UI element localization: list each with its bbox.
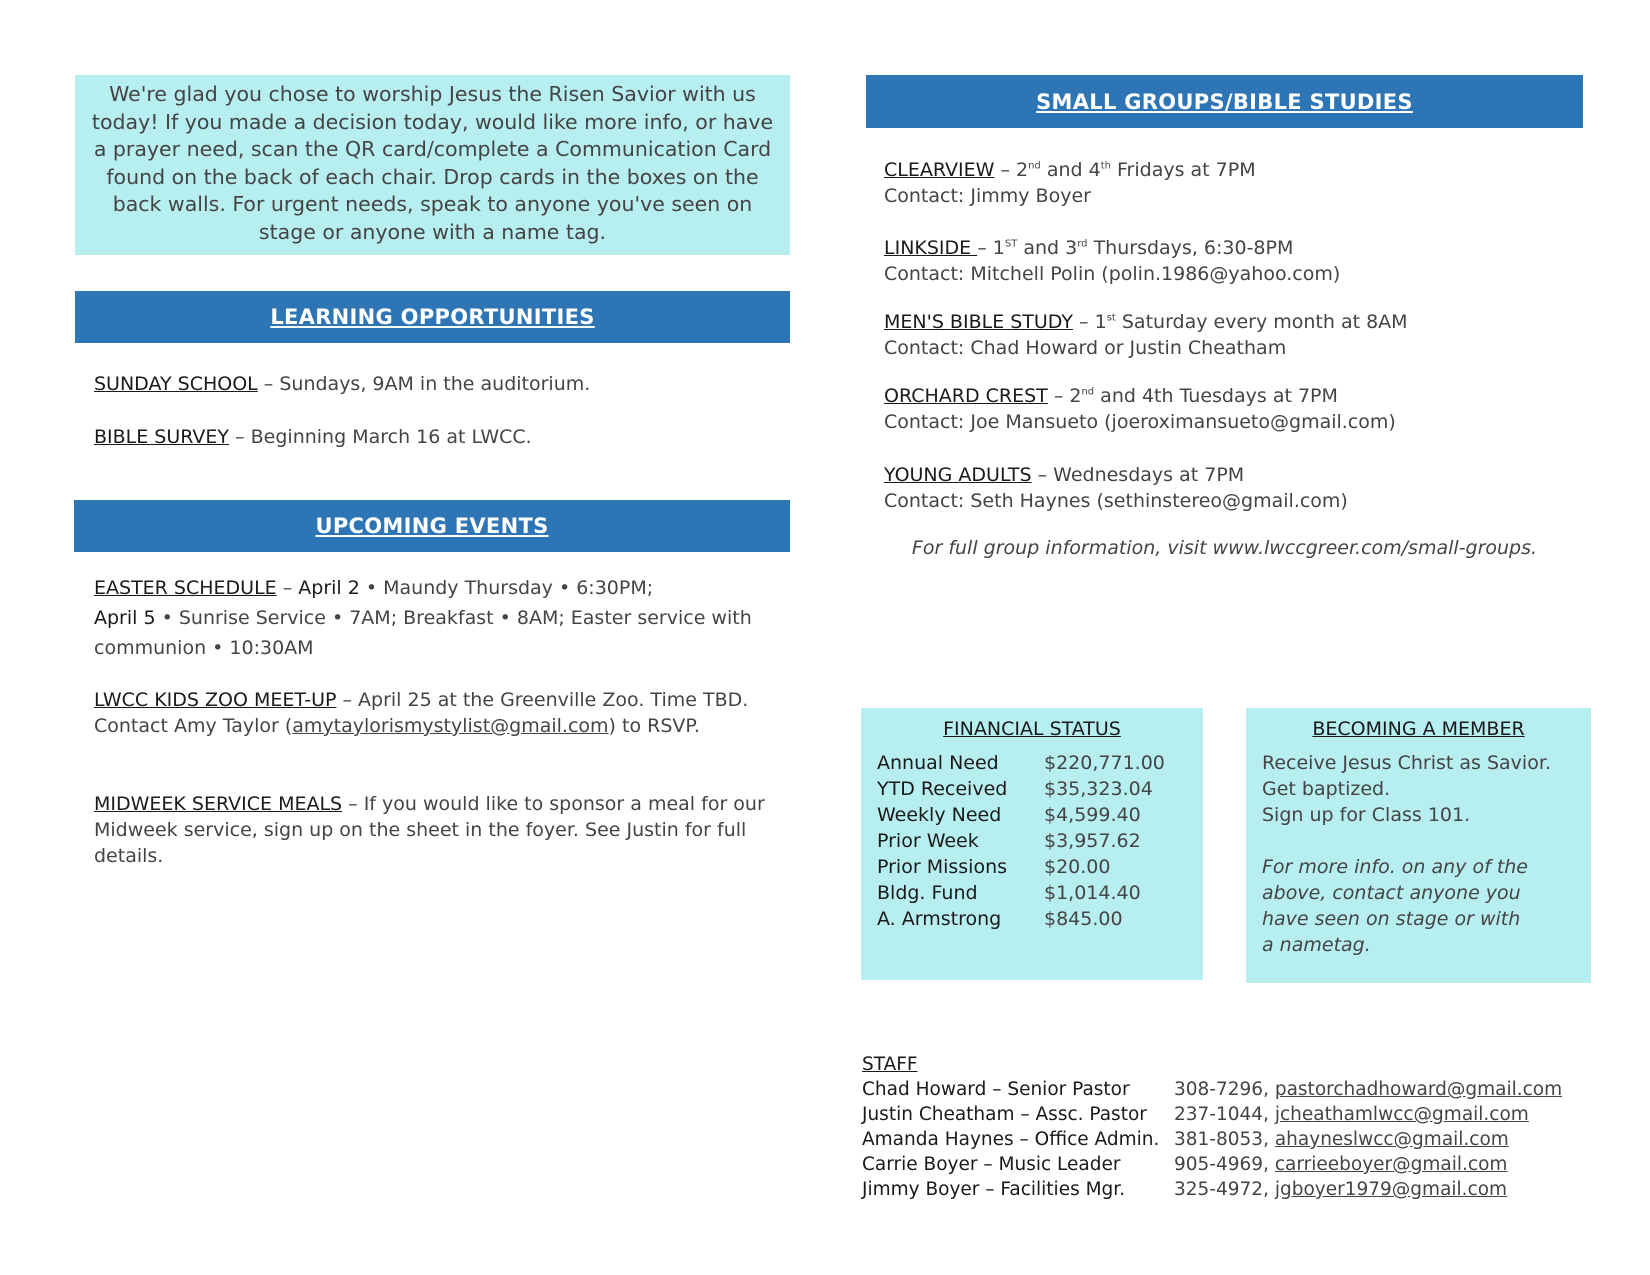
group-contact: Contact: Jimmy Boyer	[884, 185, 1091, 207]
staff-section	[862, 1052, 1592, 1202]
bible-survey-heading: BIBLE SURVEY	[94, 426, 230, 448]
easter-heading: EASTER SCHEDULE	[94, 577, 277, 599]
group-mens-bible-study	[884, 309, 1584, 361]
financial-label: Annual Need	[877, 752, 999, 774]
table-row	[862, 1152, 1592, 1177]
group-contact: Contact: Seth Haynes (sethinstereo@gmail.com)	[884, 490, 1348, 512]
welcome-box	[75, 75, 790, 255]
table-row	[862, 1127, 1592, 1152]
group-schedule: Thursdays, 6:30-8PM	[1087, 237, 1294, 259]
financial-value: $35,323.04	[1044, 778, 1153, 800]
group-schedule: – Wednesdays at 7PM	[1031, 464, 1245, 486]
financial-value: $3,957.62	[1044, 830, 1141, 852]
bible-survey-text: – Beginning March 16 at LWCC.	[229, 426, 532, 448]
meals-heading: MIDWEEK SERVICE MEALS	[94, 793, 343, 815]
ordinal-suffix: ST	[1004, 238, 1018, 250]
sunday-school-heading: SUNDAY SCHOOL	[94, 373, 258, 395]
learning-title: LEARNING OPPORTUNITIES	[270, 305, 595, 329]
events-title: UPCOMING EVENTS	[315, 514, 549, 538]
staff-email-link[interactable]: jgboyer1979@gmail.com	[1274, 1179, 1508, 1200]
ordinal-suffix: nd	[1028, 160, 1041, 172]
financial-label: A. Armstrong	[877, 908, 1002, 930]
easter-schedule	[94, 573, 754, 663]
table-row	[862, 1177, 1592, 1202]
financial-label: Weekly Need	[877, 804, 1002, 826]
member-step: Get baptized.	[1262, 778, 1391, 800]
list-item	[94, 371, 784, 397]
group-schedule: Saturday every month at 8AM	[1115, 311, 1408, 333]
group-contact: Contact: Mitchell Polin (polin.1986@yahoo.com)	[884, 263, 1341, 285]
easter-text-2: • Sunrise Service • 7AM; Breakfast • 8AM; Easter service with communion • 10:30AM	[94, 607, 752, 659]
welcome-text: We're glad you chose to worship Jesus the Risen Savior with us today! If you made a decision today, would like more info, or have a prayer need, scan the QR card/complete a Communication Card found on the back of each chair. Drop cards in the boxes on the back walls. For urgent needs, speak to anyone you've seen on stage or anyone with a name tag.	[91, 82, 774, 244]
staff-name: Carrie Boyer – Music Leader	[862, 1154, 1121, 1175]
group-schedule: Fridays at 7PM	[1110, 159, 1256, 181]
groups-banner	[866, 75, 1583, 128]
group-young-adults	[884, 462, 1584, 514]
groups-note: For full group information, visit www.lwccgreer.com/small-groups.	[911, 537, 1538, 559]
table-row	[862, 1077, 1592, 1102]
member-box	[1246, 708, 1591, 983]
financial-label: Prior Week	[877, 830, 979, 852]
group-schedule: and 4th Tuesdays at 7PM	[1094, 385, 1338, 407]
easter-text-1: • Maundy Thursday • 6:30PM;	[359, 577, 654, 599]
ordinal-suffix: nd	[1081, 386, 1095, 398]
list-item	[94, 424, 784, 450]
group-heading: CLEARVIEW	[884, 159, 995, 181]
staff-phone: 325-4972,	[1174, 1179, 1275, 1200]
group-linkside	[884, 235, 1584, 287]
group-contact: Contact: Chad Howard or Justin Cheatham	[884, 337, 1287, 359]
financial-value: $220,771.00	[1044, 752, 1165, 774]
group-contact: Contact: Joe Mansueto (joeroximansueto@gmail.com)	[884, 411, 1396, 433]
zoo-meetup	[94, 687, 754, 739]
ordinal-suffix: st	[1106, 312, 1116, 324]
staff-email-link[interactable]: ahayneslwcc@gmail.com	[1274, 1129, 1509, 1150]
group-heading: LINKSIDE	[884, 237, 978, 259]
easter-dash: –	[276, 577, 299, 599]
member-title: BECOMING A MEMBER	[1312, 718, 1525, 740]
table-row	[877, 828, 1203, 854]
zoo-text-2: ) to RSVP.	[608, 715, 700, 737]
staff-name: Justin Cheatham – Assc. Pastor	[862, 1104, 1147, 1125]
easter-date-2: April 5	[94, 607, 156, 629]
staff-name: Amanda Haynes – Office Admin.	[862, 1129, 1160, 1150]
table-row	[877, 802, 1203, 828]
staff-email-link[interactable]: carrieeboyer@gmail.com	[1274, 1154, 1508, 1175]
midweek-meals	[94, 791, 774, 869]
table-row	[877, 750, 1203, 776]
financial-value: $1,014.40	[1044, 882, 1141, 904]
group-heading: MEN'S BIBLE STUDY	[884, 311, 1074, 333]
financial-label: YTD Received	[877, 778, 1008, 800]
financial-value: $4,599.40	[1044, 804, 1141, 826]
member-step: Receive Jesus Christ as Savior.	[1262, 752, 1551, 774]
staff-phone: 381-8053,	[1174, 1129, 1275, 1150]
table-row	[862, 1102, 1592, 1127]
groups-title: SMALL GROUPS/BIBLE STUDIES	[1036, 89, 1413, 114]
member-note-line: a nametag.	[1262, 934, 1371, 956]
staff-phone: 308-7296,	[1174, 1079, 1275, 1100]
financial-value: $20.00	[1044, 856, 1111, 878]
staff-email-link[interactable]: pastorchadhoward@gmail.com	[1274, 1079, 1563, 1100]
zoo-email-link[interactable]: amytaylorismystylist@gmail.com	[292, 715, 609, 737]
staff-title: STAFF	[862, 1054, 918, 1075]
member-steps	[1262, 750, 1591, 828]
financial-label: Bldg. Fund	[877, 882, 978, 904]
member-note	[1262, 854, 1591, 958]
member-note-line: have seen on stage or with	[1262, 908, 1521, 930]
table-row	[877, 906, 1203, 932]
table-row	[877, 776, 1203, 802]
financial-table	[877, 750, 1203, 932]
financial-label: Prior Missions	[877, 856, 1008, 878]
ordinal-suffix: rd	[1077, 238, 1088, 250]
zoo-heading: LWCC KIDS ZOO MEET-UP	[94, 689, 337, 711]
member-note-line: For more info. on any of the	[1262, 856, 1528, 878]
financial-value: $845.00	[1044, 908, 1123, 930]
learning-banner	[75, 291, 790, 343]
staff-name: Chad Howard – Senior Pastor	[862, 1079, 1130, 1100]
staff-phone: 237-1044,	[1174, 1104, 1275, 1125]
staff-name: Jimmy Boyer – Facilities Mgr.	[862, 1179, 1126, 1200]
group-heading: YOUNG ADULTS	[884, 464, 1032, 486]
group-schedule: – 1	[977, 237, 1005, 259]
group-schedule: – 2	[1047, 385, 1082, 407]
staff-email-link[interactable]: jcheathamlwcc@gmail.com	[1274, 1104, 1529, 1125]
ordinal-suffix: th	[1100, 160, 1111, 172]
group-schedule: – 1	[1073, 311, 1107, 333]
table-row	[877, 880, 1203, 906]
events-banner	[74, 500, 790, 552]
group-schedule: – 2	[994, 159, 1029, 181]
member-step: Sign up for Class 101.	[1262, 804, 1471, 826]
member-note-line: above, contact anyone you	[1262, 882, 1521, 904]
easter-date-1: April 2	[298, 577, 360, 599]
staff-phone: 905-4969,	[1174, 1154, 1275, 1175]
financial-box	[861, 708, 1203, 980]
group-schedule: and 3	[1017, 237, 1078, 259]
group-orchard-crest	[884, 383, 1584, 435]
group-schedule: and 4	[1040, 159, 1101, 181]
group-heading: ORCHARD CREST	[884, 385, 1048, 407]
table-row	[877, 854, 1203, 880]
group-clearview	[884, 157, 1584, 209]
meals-text: – If you would like to sponsor a meal for our Midweek service, sign up on the sheet in the foyer. See Justin for full details.	[94, 793, 765, 867]
sunday-school-text: – Sundays, 9AM in the auditorium.	[257, 373, 591, 395]
zoo-text-1: – April 25 at the Greenville Zoo. Time TBD. Contact Amy Taylor (	[94, 689, 749, 737]
financial-title: FINANCIAL STATUS	[943, 718, 1121, 740]
